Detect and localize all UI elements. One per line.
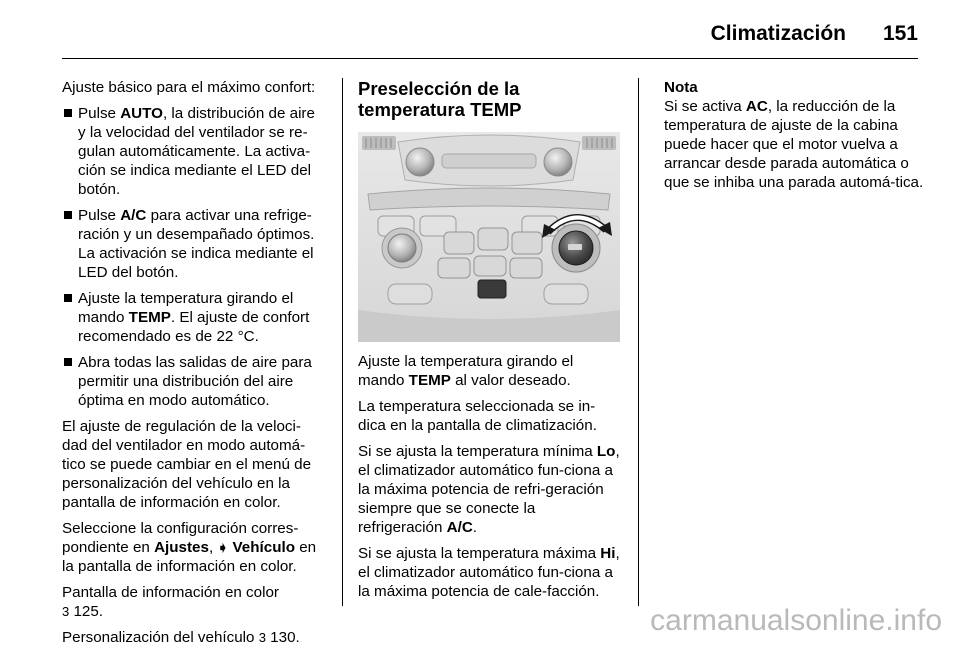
settings-list bbox=[62, 104, 325, 410]
bullet-square-icon bbox=[64, 211, 72, 219]
fan-speed-paragraph: El ajuste de regulación de la veloci-dad del ventilador en modo automá-tico se puede cambiar en el menú de personalización del vehículo en la pantalla de información en color. bbox=[62, 418, 312, 511]
list-item: Pulse AUTO, la distribución de aire y la velocidad del ventilador se re-gulan automáticamente. La activa-ción se indica mediante el LED del botón. bbox=[62, 104, 325, 199]
column-middle bbox=[358, 78, 620, 608]
page-number: 151 bbox=[882, 22, 918, 45]
list-item: Pulse A/C para activar una refrige-ración y un desempañado óptimos. La activación se indica mediante el LED del botón. bbox=[62, 206, 325, 282]
page-header bbox=[62, 18, 918, 59]
note-text: Si se activa AC, la reducción de la temperatura de ajuste de la cabina puede hacer que el motor vuelva a arrancar desde parada automática o que se inhiba una parada automá-tica. bbox=[664, 98, 924, 191]
intro-text: Ajuste básico para el máximo confort: bbox=[62, 79, 316, 96]
config-paragraph: Seleccione la configuración corres-pondiente en Ajustes, ➧ Vehículo en la pantalla de información en color. bbox=[62, 520, 317, 575]
climate-control-panel-photo bbox=[358, 132, 620, 342]
column-divider bbox=[638, 78, 639, 606]
bullet-square-icon bbox=[64, 109, 72, 117]
arrow-right-icon: ➧ bbox=[217, 540, 229, 555]
temp-adjust-paragraph: Ajuste la temperatura girando el mando TEMP al valor deseado. bbox=[358, 353, 574, 389]
list-item: Abra todas las salidas de aire para permitir una distribución del aire óptima en modo automático. bbox=[62, 353, 325, 410]
reference-link[interactable]: Personalización del vehículo 3 130. bbox=[62, 629, 300, 646]
watermark-text: carmanualsonline.info bbox=[650, 604, 942, 637]
column-divider bbox=[342, 78, 343, 606]
page-title: Climatización bbox=[710, 22, 846, 45]
temp-lo-paragraph: Si se ajusta la temperatura mínima Lo, el climatizador automático fun-ciona a la máxima potencia de refri-geración siempre que se conecte la refrigeración A/C. bbox=[358, 443, 620, 536]
note-heading: Nota bbox=[664, 79, 698, 96]
section-heading: Preselección de la temperatura TEMP bbox=[358, 78, 522, 120]
page-reference-icon: 3 bbox=[258, 630, 266, 645]
bullet-square-icon bbox=[64, 294, 72, 302]
temp-display-paragraph: La temperatura seleccionada se in-dica en la pantalla de climatización. bbox=[358, 398, 597, 434]
column-left bbox=[62, 78, 325, 654]
temp-hi-paragraph: Si se ajusta la temperatura máxima Hi, el climatizador automático fun-ciona a la máxima potencia de cale-facción. bbox=[358, 545, 620, 600]
page-reference-icon: 3 bbox=[62, 604, 70, 619]
reference-link[interactable]: Pantalla de información en color 3 125. bbox=[62, 584, 279, 620]
column-right bbox=[664, 78, 926, 199]
list-item: Ajuste la temperatura girando el mando TEMP. El ajuste de confort recomendado es de 22 °C. bbox=[62, 289, 325, 346]
bullet-square-icon bbox=[64, 358, 72, 366]
